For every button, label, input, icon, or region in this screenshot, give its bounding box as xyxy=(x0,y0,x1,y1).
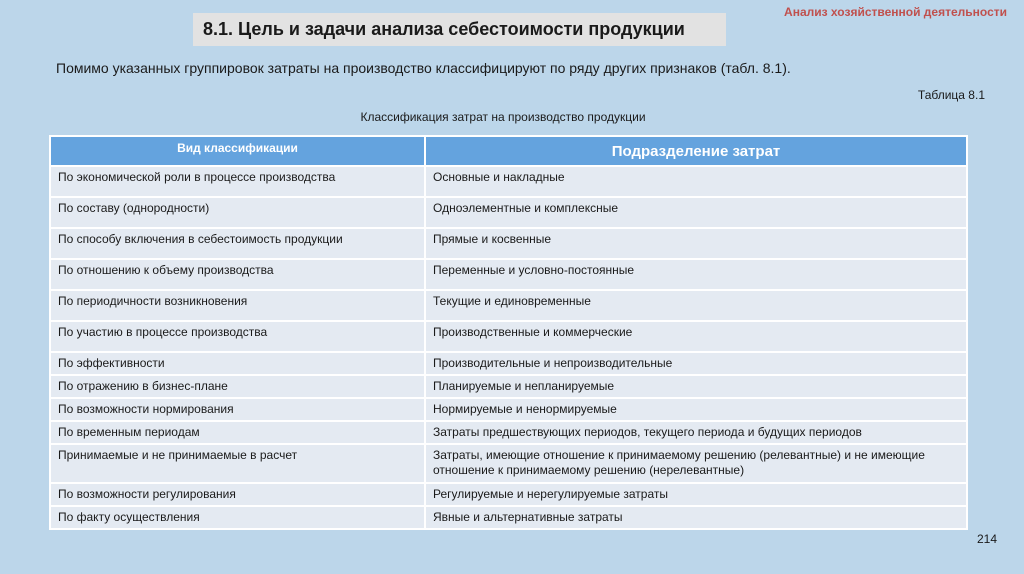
classification-cell: По способу включения в себестоимость продукции xyxy=(50,228,425,259)
table-row xyxy=(50,506,967,529)
subdivision-cell: Производственные и коммерческие xyxy=(425,321,967,352)
classification-cell: По отношению к объему производства xyxy=(50,259,425,290)
table-number-label: Таблица 8.1 xyxy=(917,88,985,102)
table-row xyxy=(50,421,967,444)
table-row xyxy=(50,444,967,483)
table-row xyxy=(50,290,967,321)
classification-cell: Принимаемые и не принимаемые в расчет xyxy=(50,444,425,483)
subdivision-cell: Производительные и непроизводительные xyxy=(425,352,967,375)
page-number: 214 xyxy=(976,532,997,546)
table-row xyxy=(50,166,967,197)
subdivision-cell: Текущие и единовременные xyxy=(425,290,967,321)
classification-cell: По периодичности возникновения xyxy=(50,290,425,321)
subdivision-cell: Переменные и условно-постоянные xyxy=(425,259,967,290)
classification-cell: По составу (однородности) xyxy=(50,197,425,228)
classification-cell: По экономической роли в процессе производства xyxy=(50,166,425,197)
subdivision-cell: Основные и накладные xyxy=(425,166,967,197)
table-row xyxy=(50,398,967,421)
subdivision-cell: Явные и альтернативные затраты xyxy=(425,506,967,529)
classification-cell: По эффективности xyxy=(50,352,425,375)
table-row xyxy=(50,375,967,398)
classification-cell: По отражению в бизнес-плане xyxy=(50,375,425,398)
table-header-row xyxy=(50,136,967,166)
column-header-cost-subdivision: Подразделение затрат xyxy=(425,136,967,166)
classification-cell: По возможности нормирования xyxy=(50,398,425,421)
classification-cell: По участию в процессе производства xyxy=(50,321,425,352)
table-row xyxy=(50,483,967,506)
classification-cell: По временным периодам xyxy=(50,421,425,444)
slide-title: 8.1. Цель и задачи анализа себестоимости продукции xyxy=(193,13,726,46)
subdivision-cell: Затраты предшествующих периодов, текущего периода и будущих периодов xyxy=(425,421,967,444)
subdivision-cell: Одноэлементные и комплексные xyxy=(425,197,967,228)
classification-cell: По факту осуществления xyxy=(50,506,425,529)
table-row xyxy=(50,321,967,352)
table-row xyxy=(50,197,967,228)
course-title: Анализ хозяйственной деятельности xyxy=(784,5,1007,19)
table-row xyxy=(50,259,967,290)
classification-cell: По возможности регулирования xyxy=(50,483,425,506)
subdivision-cell: Планируемые и непланируемые xyxy=(425,375,967,398)
intro-text: Помимо указанных группировок затраты на производство классифицируют по ряду других признаков (табл. 8.1). xyxy=(56,60,791,76)
classification-table xyxy=(49,135,968,530)
subdivision-cell: Прямые и косвенные xyxy=(425,228,967,259)
subdivision-cell: Затраты, имеющие отношение к принимаемому решению (релевантные) и не имеющие отношение к принимаемому решению (нерелевантные) xyxy=(425,444,967,483)
subdivision-cell: Нормируемые и ненормируемые xyxy=(425,398,967,421)
table-caption: Классификация затрат на производство продукции xyxy=(360,110,646,124)
table-row xyxy=(50,228,967,259)
column-header-classification-type: Вид классификации xyxy=(50,136,425,166)
subdivision-cell: Регулируемые и нерегулируемые затраты xyxy=(425,483,967,506)
table-row xyxy=(50,352,967,375)
